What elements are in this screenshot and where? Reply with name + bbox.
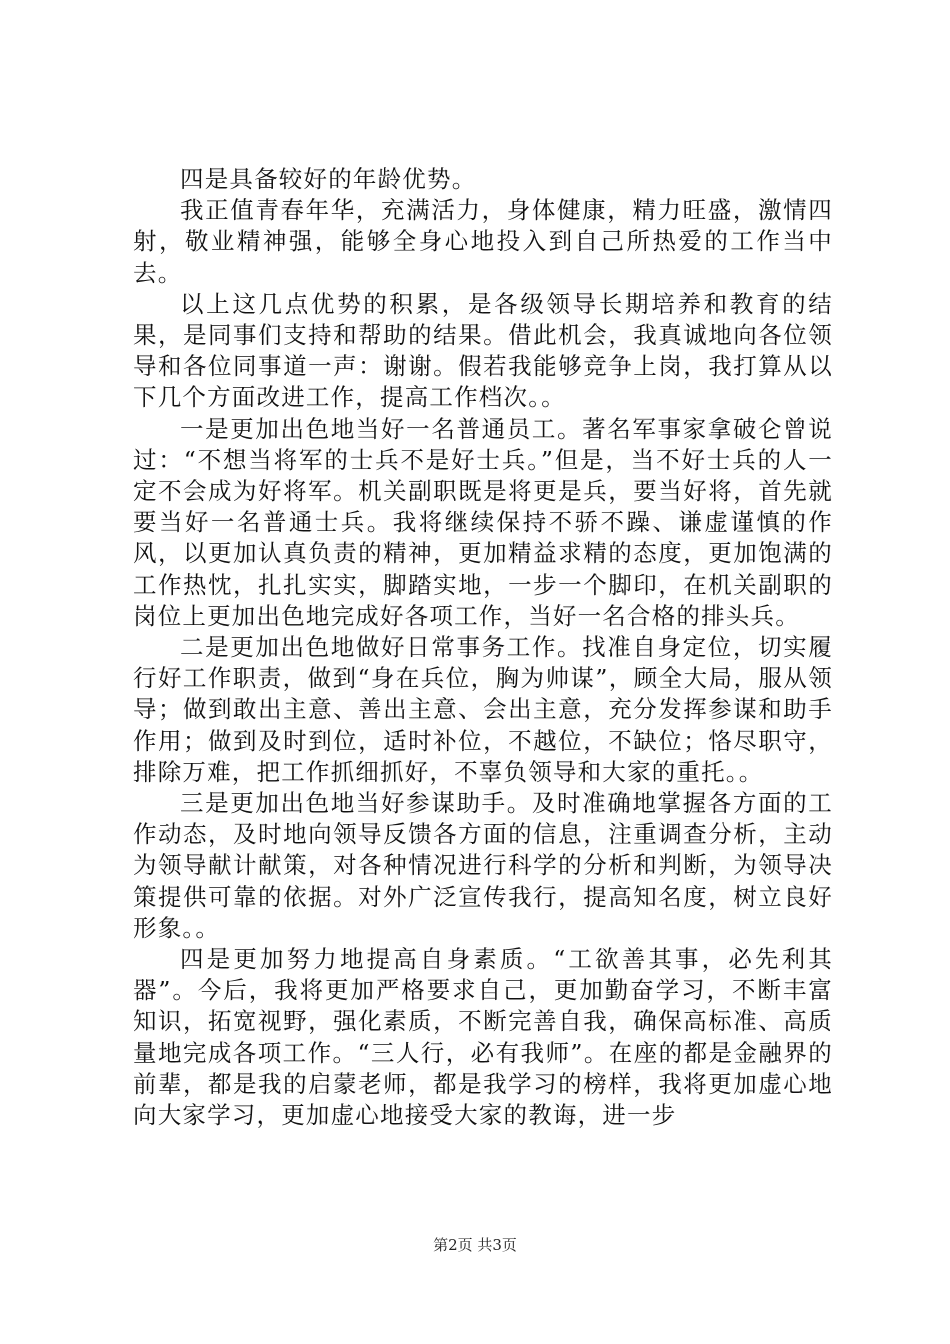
paragraph-thanks: 以上这几点优势的积累，是各级领导长期培养和教育的结果，是同事们支持和帮助的结果。借此机会，我真诚地向各位领导和各位同事道一声：谢谢。假若我能够竞争上岗，我打算从以下几个方面改进工作，提高工作档次。。 — [133, 289, 833, 412]
paragraph-age-advantage: 四是具备较好的年龄优势。 — [180, 165, 477, 193]
paragraph-point-two: 二是更加出色地做好日常事务工作。找准自身定位，切实履行好工作职责，做到“身在兵位，胸为帅谋”，顾全大局，服从领导；做到敢出主意、善出主意、会出主意，充分发挥参谋和助手作用；做到及时到位，适时补位，不越位，不缺位；恪尽职守，排除万难，把工作抓细抓好，不辜负领导和大家的重托。。 — [133, 633, 833, 786]
paragraph-point-four: 四是更加努力地提高自身素质。“工欲善其事，必先利其器”。今后，我将更加严格要求自己，更加勤奋学习，不断丰富知识，拓宽视野，强化素质，不断完善自我，确保高标准、高质量地完成各项工作。“三人行，必有我师”。在座的都是金融界的前辈，都是我的启蒙老师，都是我学习的榜样，我将更加虚心地向大家学习，更加虚心地接受大家的教诲，进一步 — [133, 945, 833, 1130]
page-number-footer: 第2页 共3页 — [433, 1236, 517, 1254]
paragraph-point-three: 三是更加出色地当好参谋助手。及时准确地掌握各方面的工作动态，及时地向领导反馈各方面的信息，注重调查分析，主动为领导献计献策，对各种情况进行科学的分析和判断，为领导决策提供可靠的依据。对外广泛宣传我行，提高知名度，树立良好形象。。 — [133, 789, 833, 942]
document-body — [133, 164, 833, 1131]
paragraph-youth: 我正值青春年华，充满活力，身体健康，精力旺盛，激情四射，敬业精神强，能够全身心地投入到自己所热爱的工作当中去。 — [133, 196, 833, 287]
paragraph-point-one: 一是更加出色地当好一名普通员工。著名军事家拿破仑曾说过：“不想当将军的士兵不是好士兵。”但是，当不好士兵的人一定不会成为好将军。机关副职既是将更是兵，要当好将，首先就要当好一名普通士兵。我将继续保持不骄不躁、谦虚谨慎的作风，以更加认真负责的精神，更加精益求精的态度，更加饱满的工作热忱，扎扎实实，脚踏实地，一步一个脚印，在机关副职的岗位上更加出色地完成好各项工作，当好一名合格的排头兵。 — [133, 414, 833, 630]
